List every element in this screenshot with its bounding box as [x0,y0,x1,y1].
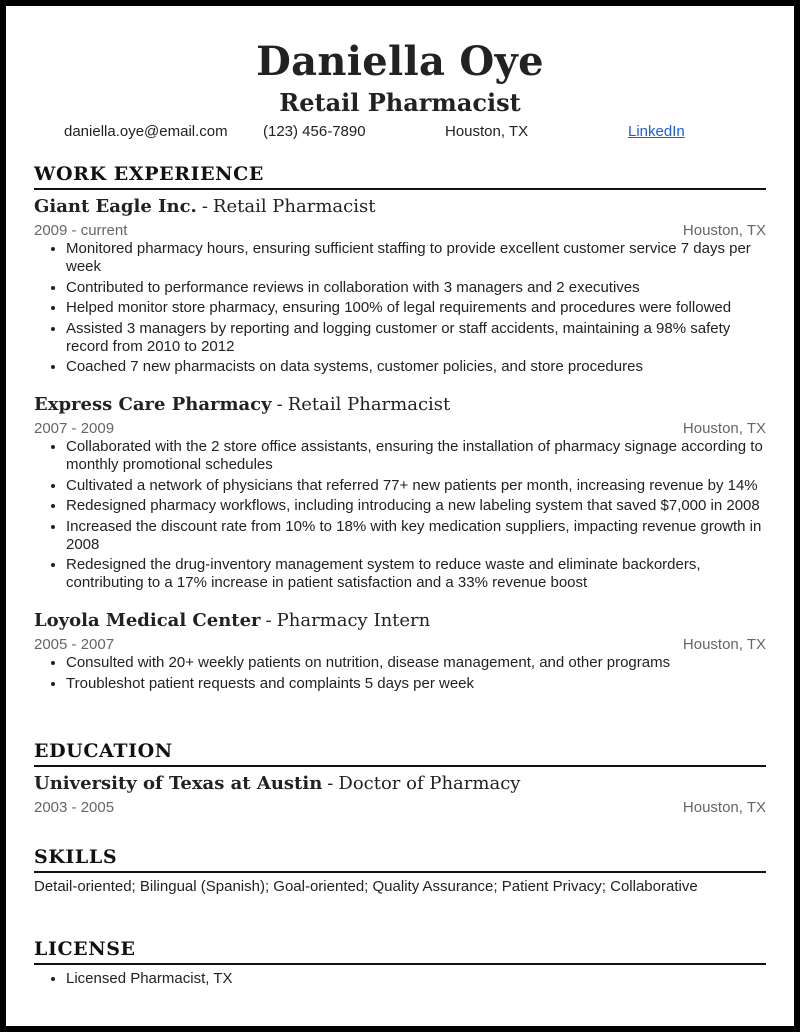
job-heading: Loyola Medical Center - Pharmacy Intern [34,610,431,631]
license-section [34,937,766,991]
job-location: Houston, TX [682,636,766,653]
list-item: • Helped monitor store pharmacy, ensuring 100% of legal requirements and procedures were followed [66,299,766,317]
job-role: Retail Pharmacist [287,394,451,415]
section-heading: WORK EXPERIENCE [34,162,766,190]
resume-page [6,6,794,1026]
list-item: • Coached 7 new pharmacists on data systems, customer policies, and store procedures [66,358,766,376]
section-heading: EDUCATION [34,739,766,767]
job-meta [34,419,766,438]
job-organization: Giant Eagle Inc. [34,196,197,217]
job-location: Houston, TX [682,222,766,239]
education-dates: 2003 - 2005 [34,799,115,816]
job-role: Pharmacy Intern [276,610,431,631]
skills-list: Detail-oriented; Bilingual (Spanish); Goal-oriented; Quality Assurance; Patient Privacy; Collaborative [34,878,698,895]
education-section [34,739,766,817]
list-item: • Contributed to performance reviews in collaboration with 3 managers and 2 executives [66,279,766,297]
license-list [34,970,766,988]
section-heading: SKILLS [34,845,766,873]
candidate-title: Retail Pharmacist [279,88,521,117]
job-dates: 2009 - current [34,222,128,239]
education-entry [34,771,766,817]
education-heading: University of Texas at Austin - Doctor of Pharmacy [34,773,521,794]
linkedin-link[interactable]: LinkedIn [628,123,685,140]
list-item: • Increased the discount rate from 10% to 18% with key medication suppliers, impacting revenue growth in 2008 [66,518,766,554]
school-name: University of Texas at Austin [34,773,323,794]
job-bullets [34,654,766,693]
job-entry [34,194,766,376]
job-dates: 2005 - 2007 [34,636,115,653]
list-item: • Collaborated with the 2 store office assistants, ensuring the installation of pharmacy signage according to monthly promotional schedules [66,438,766,474]
job-bullets [34,240,766,376]
job-meta [34,635,766,654]
job-entry [34,608,766,693]
list-item: • Assisted 3 managers by reporting and logging customer or staff accidents, maintaining a 98% safety record from 2010 to 2012 [66,320,766,356]
job-organization: Loyola Medical Center [34,610,261,631]
contact-location: Houston, TX [445,123,529,140]
list-item: • Redesigned the drug-inventory management system to reduce waste and eliminate backorders, contributing to a 17% increase in patient satisfaction and a 33% revenue boost [66,556,766,592]
work-experience-section [34,162,766,695]
job-bullets [34,438,766,592]
job-meta [34,221,766,240]
list-item: • Redesigned pharmacy workflows, including introducing a new labeling system that saved $7,000 in 2008 [66,497,766,515]
job-dates: 2007 - 2009 [34,420,115,437]
contact-email: daniella.oye@email.com [64,123,228,140]
section-heading: LICENSE [34,937,766,965]
job-location: Houston, TX [682,420,766,437]
job-organization: Express Care Pharmacy [34,394,272,415]
list-item: • Monitored pharmacy hours, ensuring sufficient staffing to provide excellent customer service 7 days per week [66,240,766,276]
candidate-name: Daniella Oye [256,38,544,85]
job-heading: Giant Eagle Inc. - Retail Pharmacist [34,196,376,217]
job-heading: Express Care Pharmacy - Retail Pharmacist [34,394,451,415]
list-item: • Consulted with 20+ weekly patients on nutrition, disease management, and other programs [66,654,766,672]
job-role: Retail Pharmacist [212,196,376,217]
job-entry [34,392,766,592]
contact-phone: (123) 456-7890 [263,123,366,140]
list-item: • Licensed Pharmacist, TX [66,970,766,988]
skills-section [34,845,766,897]
list-item: • Troubleshot patient requests and complaints 5 days per week [66,675,766,693]
education-meta [34,798,766,817]
degree: Doctor of Pharmacy [338,773,521,794]
list-item: • Cultivated a network of physicians that referred 77+ new patients per month, increasing revenue by 14% [66,477,766,495]
education-location: Houston, TX [682,799,766,816]
